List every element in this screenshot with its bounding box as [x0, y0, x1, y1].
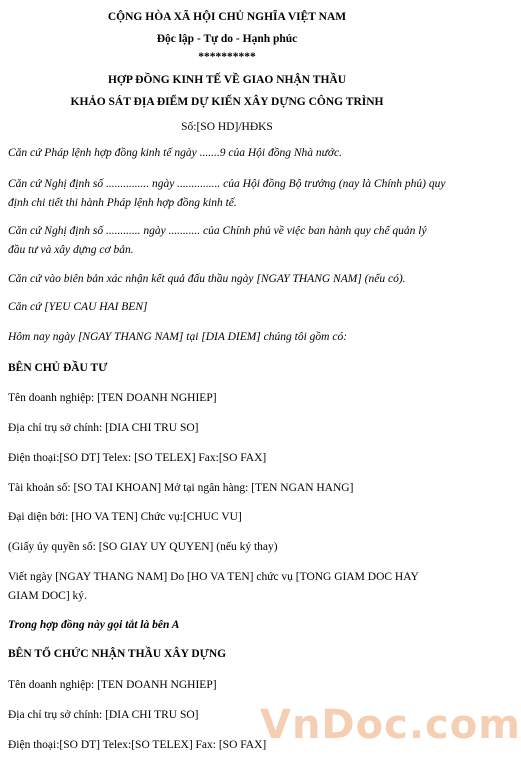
vndoc-watermark: VnDoc.com	[260, 702, 521, 748]
party-b-heading: BÊN TỔ CHỨC NHẬN THẦU XÂY DỰNG	[8, 648, 227, 660]
contract-title-line2: KHẢO SÁT ĐỊA ĐIỂM DỰ KIẾN XÂY DỰNG CÔNG TRÌNH	[70, 96, 384, 108]
contract-title-line1: HỢP ĐỒNG KINH TẾ VỀ GIAO NHẬN THẦU	[107, 74, 347, 86]
party-a-heading: BÊN CHỦ ĐẦU TƯ	[8, 362, 108, 374]
country-heading: CỘNG HÒA XÃ HỘI CHỦ NGHĨA VIỆT NAM	[107, 11, 347, 23]
party-a-address: Địa chỉ trụ sở chính: [DIA CHI TRU SO]	[8, 422, 199, 434]
party-a-representative: Đại diện bởi: [HO VA TEN] Chức vụ:[CHUC VU]	[8, 511, 242, 523]
preamble-requirements: Căn cứ [YEU CAU HAI BEN]	[8, 301, 148, 313]
party-b-phone: Điện thoại:[SO DT] Telex:[SO TELEX] Fax: [SO FAX]	[8, 739, 267, 751]
party-b-address: Địa chỉ trụ sở chính: [DIA CHI TRU SO]	[8, 709, 199, 721]
party-a-account: Tài khoản số: [SO TAI KHOAN] Mở tại ngân hàng: [TEN NGAN HANG]	[8, 482, 354, 494]
separator-stars: **********	[198, 51, 256, 63]
party-a-authorization: (Giấy ủy quyền số: [SO GIAY UY QUYEN] (nếu ký thay)	[8, 541, 278, 553]
preamble-date-place: Hôm nay ngày [NGAY THANG NAM] tại [DIA DIEM] chúng tôi gồm có:	[8, 331, 348, 343]
preamble-decree-1: Căn cứ Nghị định số ............... ngày ............... của Hội đồng Bộ trưởng (nay là Chính phủ) quy định chi tiết thi hành Pháp lệnh hợp đồng kinh tế.	[8, 178, 446, 209]
preamble-ordinance: Căn cứ Pháp lệnh hợp đồng kinh tế ngày .......9 của Hội đồng Nhà nước.	[8, 147, 342, 159]
contract-number: Số:[SO HD]/HĐKS	[181, 121, 273, 133]
party-b-company: Tên doanh nghiệp: [TEN DOANH NGHIEP]	[8, 679, 217, 691]
motto: Độc lập - Tự do - Hạnh phúc	[156, 33, 298, 45]
party-a-alias: Trong hợp đồng này gọi tắt là bên A	[8, 619, 180, 631]
preamble-decree-2: Căn cứ Nghị định số ............ ngày ........... của Chính phủ về việc ban hành quy chế quản lý đầu tư và xây dựng cơ bản.	[8, 225, 427, 256]
party-a-company: Tên doanh nghiệp: [TEN DOANH NGHIEP]	[8, 392, 217, 404]
party-a-phone: Điện thoại:[SO DT] Telex: [SO TELEX] Fax:[SO FAX]	[8, 452, 267, 464]
party-a-signed: Viết ngày [NGAY THANG NAM] Do [HO VA TEN] chức vụ [TONG GIAM DOC HAY GIAM DOC] ký.	[8, 571, 419, 602]
preamble-bidding: Căn cứ vào biên bản xác nhận kết quả đấu thầu ngày [NGAY THANG NAM] (nếu có).	[8, 273, 406, 285]
